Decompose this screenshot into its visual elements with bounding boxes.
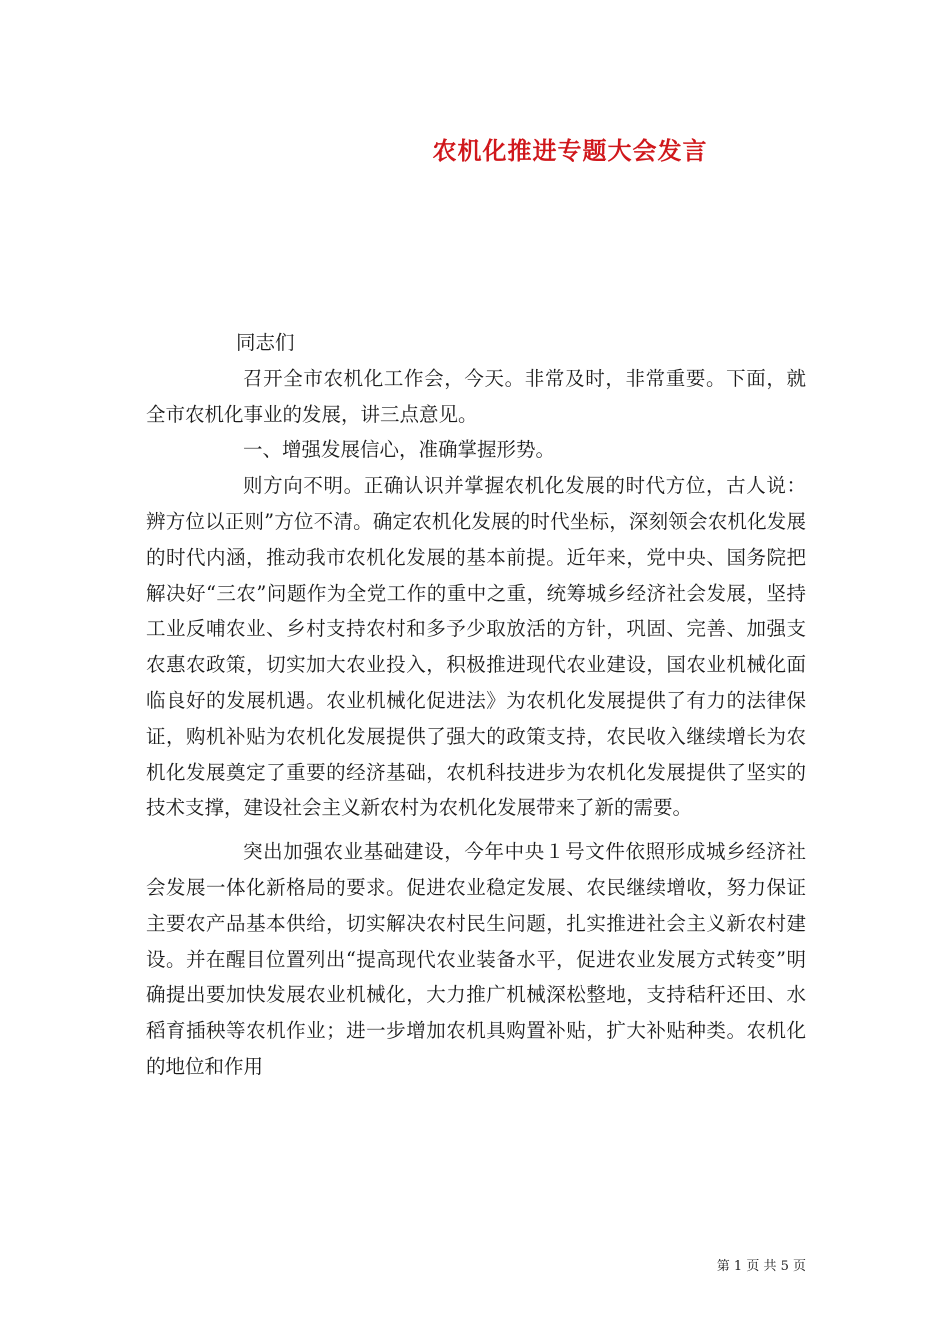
- document-title: 农机化推进专题大会发言: [432, 136, 708, 165]
- paragraph-opening: 召开全市农机化工作会，今天。非常及时，非常重要。下面，就全市农机化事业的发展，讲三点意见。: [146, 366, 806, 426]
- document-body: [146, 325, 806, 1085]
- paragraph-policy: 突出加强农业基础建设，今年中央１号文件依照形成城乡经济社会发展一体化新格局的要求。促进农业稳定发展、农民继续增收，努力保证主要农产品基本供给，切实解决农村民生问题，扎实推进社会主义新农村建设。并在醒目位置列出“提高现代农业装备水平，促进农业发展方式转变”明确提出要加快发展农业机械化，大力推广机械深松整地，支持秸秆还田、水稻育插秧等农机作业；进一步增加农机具购置补贴，扩大补贴种类。农机化的地位和作用: [146, 840, 806, 1078]
- paragraph-situation: 则方向不明。正确认识并掌握农机化发展的时代方位，古人说：辨方位以正则”方位不清。确定农机化发展的时代坐标，深刻领会农机化发展的时代内涵，推动我市农机化发展的基本前提。近年来，党中央、国务院把解决好“三农”问题作为全党工作的重中之重，统筹城乡经济社会发展，坚持工业反哺农业、乡村支持农村和多予少取放活的方针，巩固、完善、加强支农惠农政策，切实加大农业投入，积极推进现代农业建设，国农业机械化面临良好的发展机遇。农业机械化促进法》为农机化发展提供了有力的法律保证，购机补贴为农机化发展提供了强大的政策支持，农民收入继续增长为农机化发展奠定了重要的经济基础，农机科技进步为农机化发展提供了坚实的技术支撑，建设社会主义新农村为农机化发展带来了新的需要。: [146, 474, 806, 820]
- section-heading-1: 一、增强发展信心，准确掌握形势。: [243, 438, 556, 462]
- salutation: 同志们: [236, 331, 295, 354]
- page-number-footer: 第 1 页 共 5 页: [716, 1259, 806, 1274]
